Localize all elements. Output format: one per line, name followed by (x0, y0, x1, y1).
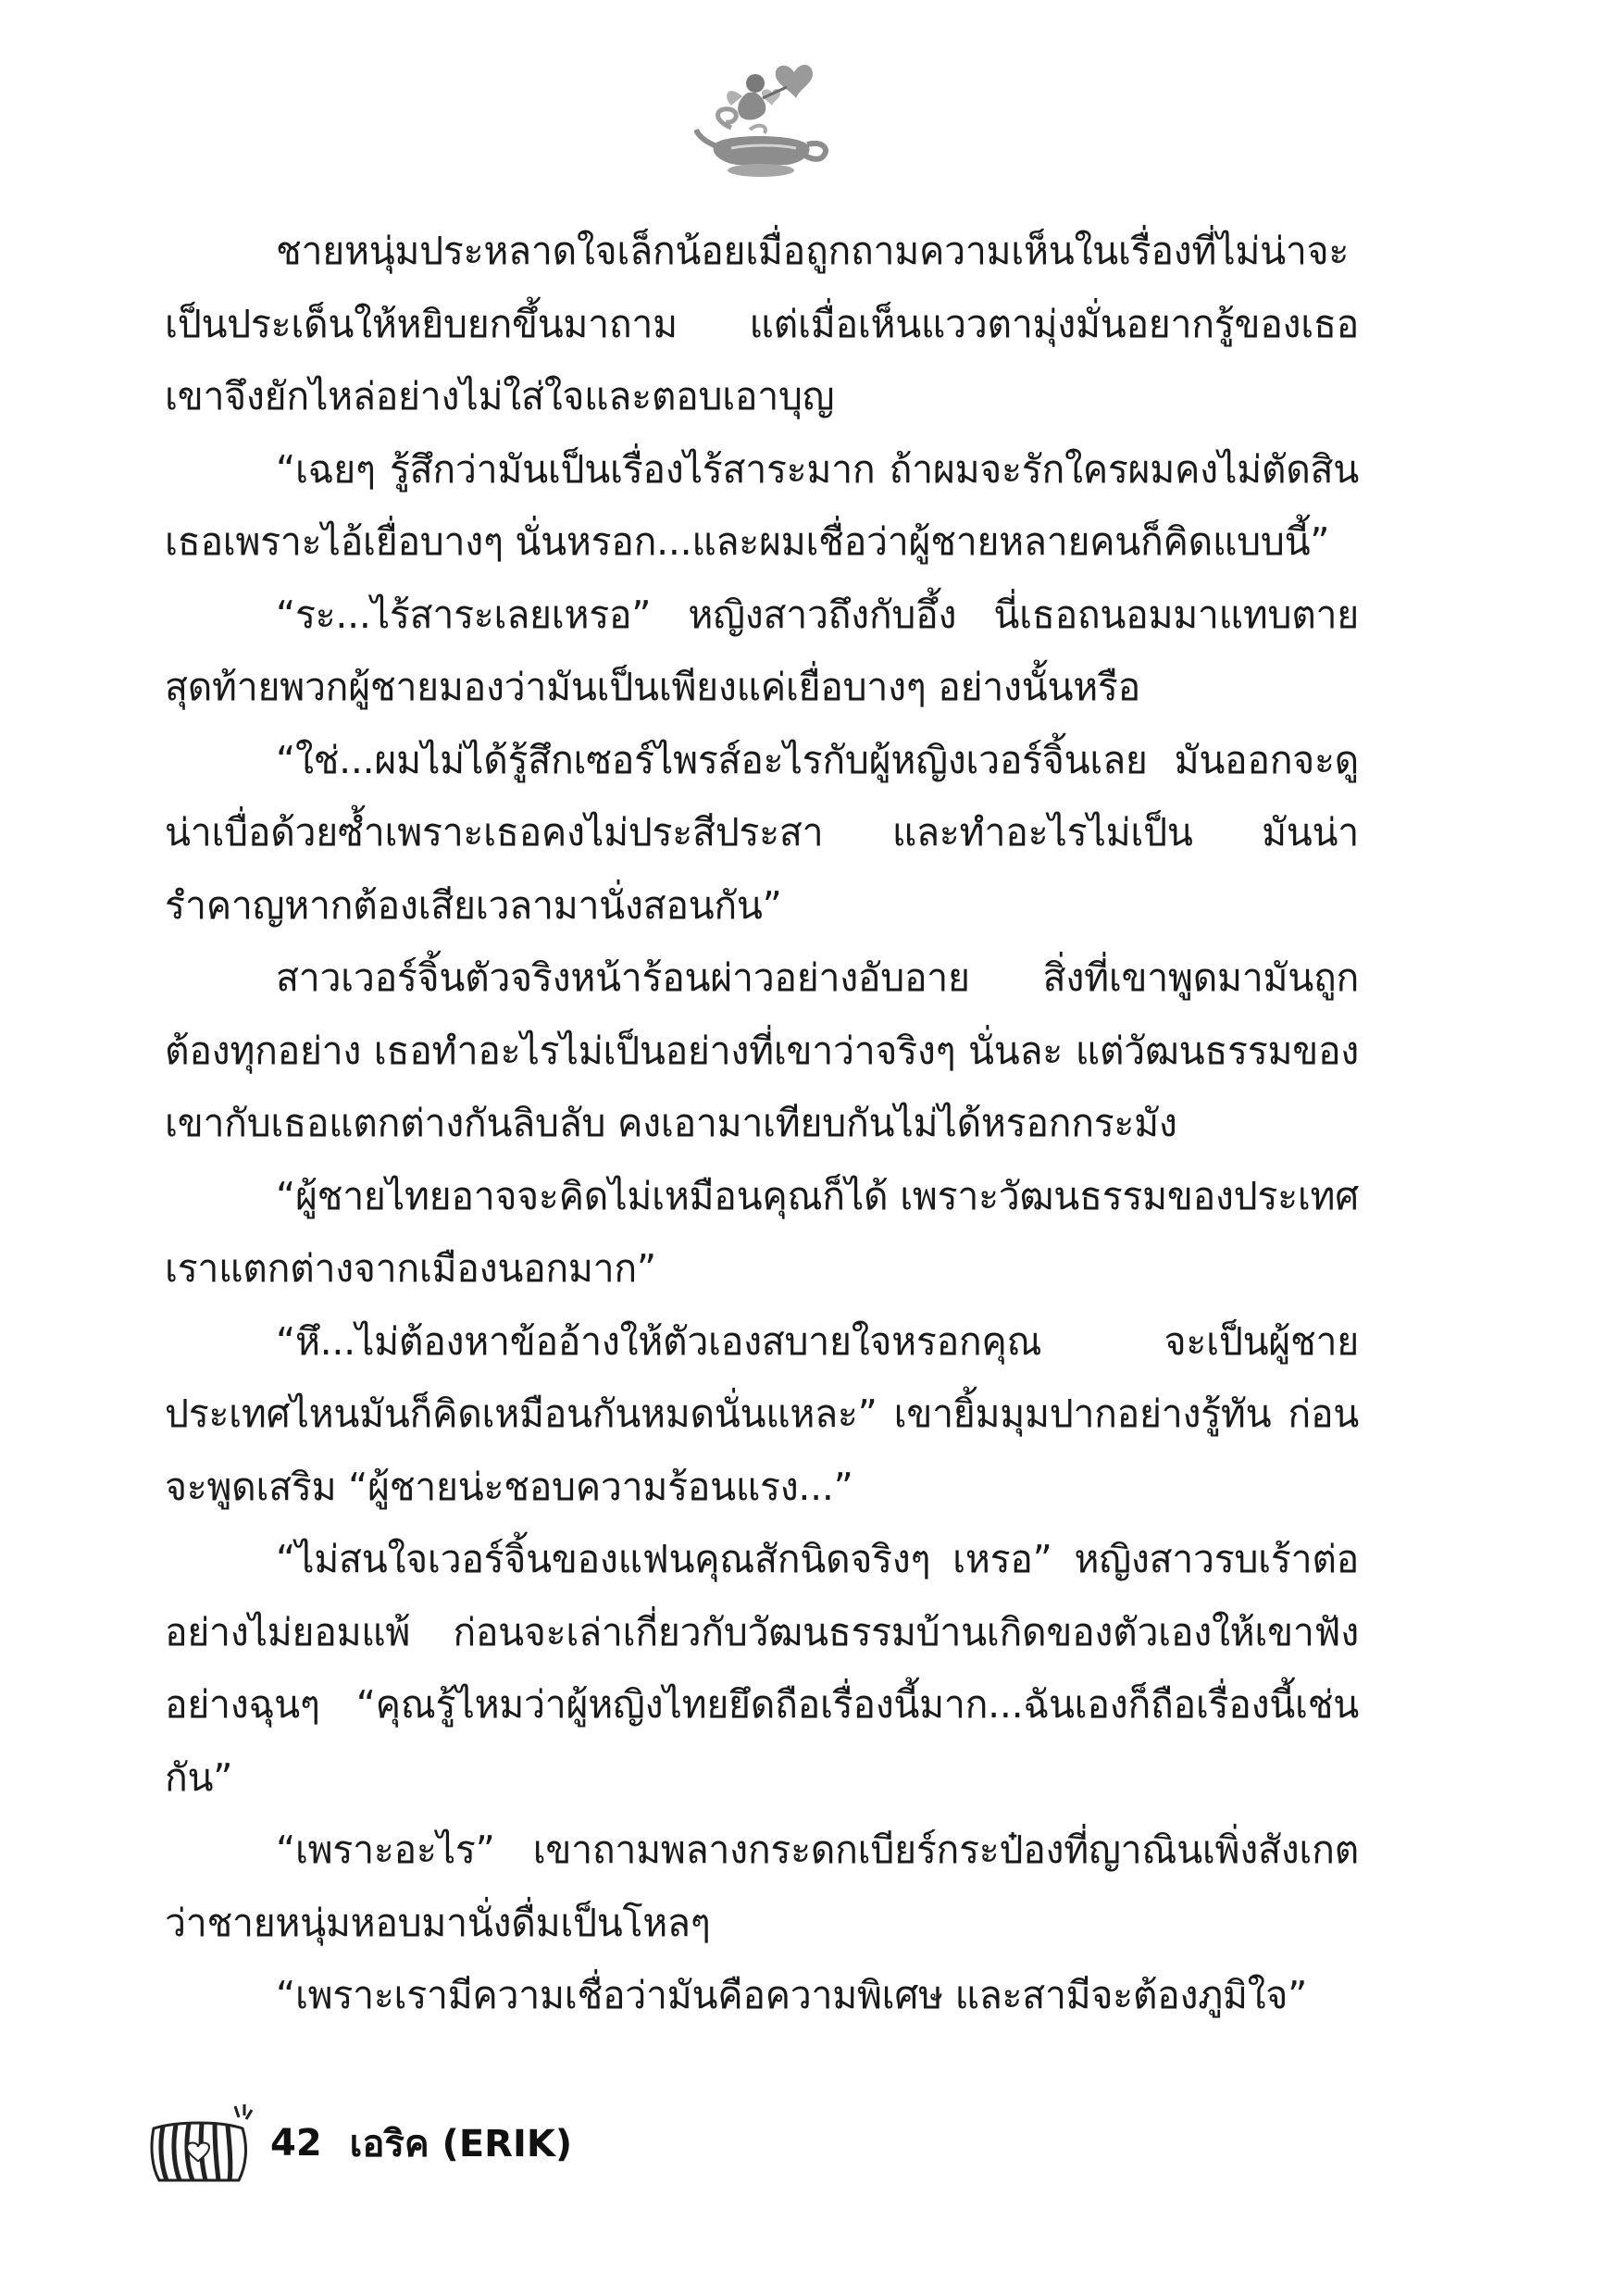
page-footer (146, 2097, 572, 2190)
paragraph: ชายหนุ่มประหลาดใจเล็กน้อยเมื่อถูกถามความเห็นในเรื่องที่ไม่น่าจะเป็นประเด็นให้หยิบยกขึ้นมาถาม แต่เมื่อเห็นแววตามุ่งมั่นอยากรู้ของเธอ เขาจึงยักไหล่อย่างไม่ใส่ใจและตอบเอาบุญ (165, 229, 1359, 418)
cupid-teapot-icon (694, 56, 833, 181)
paragraph: “หึ...ไม่ต้องหาข้ออ้างให้ตัวเองสบายใจหรอกคุณ จะเป็นผู้ชายประเทศไหนมันก็คิดเหมือนกันหมดนั่นแหละ” เขายิ้มมุมปากอย่างรู้ทัน ก่อนจะพูดเสริม “ผู้ชายน่ะชอบความร้อนแรง...” (165, 1318, 1359, 1509)
page-number: 42 (270, 2122, 322, 2165)
paragraph: “เฉยๆ รู้สึกว่ามันเป็นเรื่องไร้สาระมาก ถ้าผมจะรักใครผมคงไม่ตัดสินเธอเพราะไอ้เยื่อบางๆ นั่นหรอก...และผมเชื่อว่าผู้ชายหลายคนก็คิดแบบนี้” (165, 446, 1359, 564)
paragraph: สาวเวอร์จิ้นตัวจริงหน้าร้อนผ่าวอย่างอับอาย สิ่งที่เขาพูดมามันถูกต้องทุกอย่าง เธอทำอะไรไม่เป็นอย่างที่เขาว่าจริงๆ นั่นละ แต่วัฒนธรรมของเขากับเธอแตกต่างกันลิบลับ คงเอามาเทียบกันไม่ได้หรอกกระมัง (165, 955, 1359, 1145)
striped-pillow-icon (146, 2101, 257, 2186)
paragraph: “ใช่...ผมไม่ได้รู้สึกเซอร์ไพรส์อะไรกับผู้หญิงเวอร์จิ้นเลย มันออกจะดูน่าเบื่อด้วยซ้ำเพราะเธอคงไม่ประสีประสา และทำอะไรไม่เป็น มันน่ารำคาญหากต้องเสียเวลามานั่งสอนกัน” (165, 737, 1359, 928)
paragraph: “ระ...ไร้สาระเลยเหรอ” หญิงสาวถึงกับอึ้ง นี่เธอถนอมมาแทบตาย สุดท้ายพวกผู้ชายมองว่ามันเป็นเพียงแค่เยื่อบางๆ อย่างนั้นหรือ (165, 592, 1359, 709)
running-title: เอริค (ERIK) (349, 2123, 573, 2165)
body-text (165, 215, 1359, 2032)
paragraph: “ไม่สนใจเวอร์จิ้นของแฟนคุณสักนิดจริงๆ เหรอ” หญิงสาวรบเร้าต่ออย่างไม่ยอมแพ้ ก่อนจะเล่าเกี่ยวกับวัฒนธรรมบ้านเกิดของตัวเองให้เขาฟังอย่างฉุนๆ “คุณรู้ไหมว่าผู้หญิงไทยยึดถือเรื่องนี้มาก...ฉันเองก็ถือเรื่องนี้เช่นกัน” (165, 1537, 1359, 1800)
paragraph: “เพราะเรามีความเชื่อว่ามันคือความพิเศษ และสามีจะต้องภูมิใจ” (276, 1973, 1308, 2017)
paragraph: “ผู้ชายไทยอาจจะคิดไม่เหมือนคุณก็ได้ เพราะวัฒนธรรมของประเทศเราแตกต่างจากเมืองนอกมาก” (165, 1173, 1359, 1291)
paragraph: “เพราะอะไร” เขาถามพลางกระดกเบียร์กระป๋องที่ญาณินเพิ่งสังเกตว่าชายหนุ่มหอบมานั่งดื่มเป็นโหลๆ (165, 1828, 1359, 1945)
